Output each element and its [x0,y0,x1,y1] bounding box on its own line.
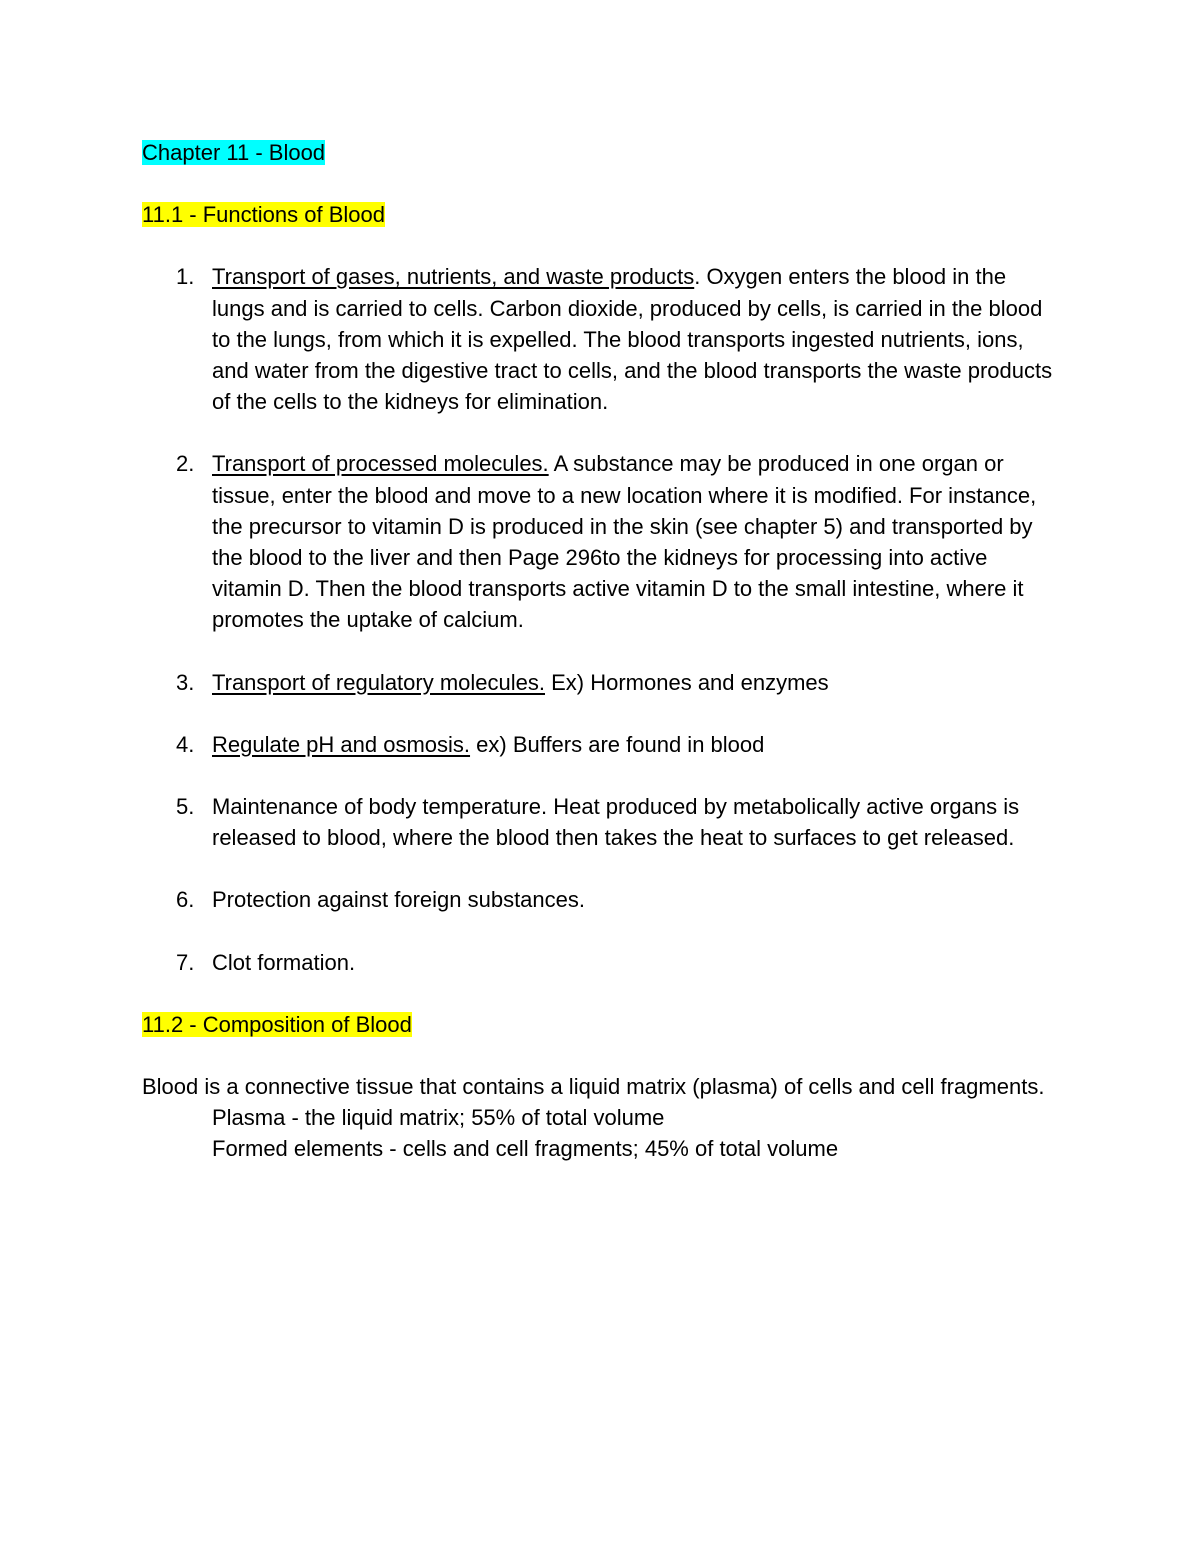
plasma-line: Plasma - the liquid matrix; 55% of total volume [212,1105,665,1131]
section-1-heading [142,199,1062,230]
list-item [142,448,1062,635]
list-item-text: Ex) Hormones and enzymes [545,669,829,695]
list-item-number: 4. [176,731,195,757]
section-2-heading [142,1009,1062,1040]
list-item-number: 7. [176,949,195,975]
list-item-number: 2. [176,451,195,477]
section-2-title: 11.2 - Composition of Blood [142,1011,412,1037]
list-item-number: 3. [176,669,195,695]
list-item-text: ex) Buffers are found in blood [470,731,765,757]
chapter-heading [142,137,1062,168]
list-item-underlined: Transport of processed molecules. [212,451,549,477]
list-item [142,791,1062,853]
list-item-number: 6. [176,887,195,913]
list-item-text: A substance may be produced in one organ or tissue, enter the blood and move to a new location where it is modified. For instance, the precursor to vitamin D is produced in the skin (see chapter 5) and transported by the blood to the liver and then Page 296to the kidneys for processing into active vitamin D. Then the blood transports active vitamin D to the small intestine, where it promotes the uptake of calcium. [212,451,1037,633]
list-item-number: 1. [176,264,195,290]
list-item [142,884,1062,915]
list-item [142,729,1062,760]
section-1-title: 11.1 - Functions of Blood [142,202,385,228]
list-item-underlined: Transport of regulatory molecules. [212,669,545,695]
chapter-title: Chapter 11 - Blood [142,140,326,165]
list-item [142,667,1062,698]
document-page [142,137,1062,1165]
list-item-text: Clot formation. [212,949,356,975]
list-item-text: . Oxygen enters the blood in the lungs and is carried to cells. Carbon dioxide, produced by cells, is carried in the blood to the lungs, from which it is expelled. The blood transports ingested nutrients, ions, and water from the digestive tract to cells, and the blood transports the waste products of the cells to the kidneys for elimination. [212,264,1053,415]
list-item-text: Protection against foreign substances. [212,887,586,913]
formed-elements-line: Formed elements - cells and cell fragments; 45% of total volume [212,1136,839,1162]
list-item-underlined: Regulate pH and osmosis. [212,731,471,757]
list-item-number: 5. [176,794,195,820]
list-item [142,947,1062,978]
functions-list [142,261,1062,977]
list-item-underlined: Transport of gases, nutrients, and waste products [212,264,695,290]
list-item-text: Maintenance of body temperature. Heat produced by metabolically active organs is released to blood, where the blood then takes the heat to surfaces to get released. [212,794,1020,851]
composition-intro: Blood is a connective tissue that contains a liquid matrix (plasma) of cells and cell fragments. [142,1074,1045,1100]
list-item [142,261,1062,417]
